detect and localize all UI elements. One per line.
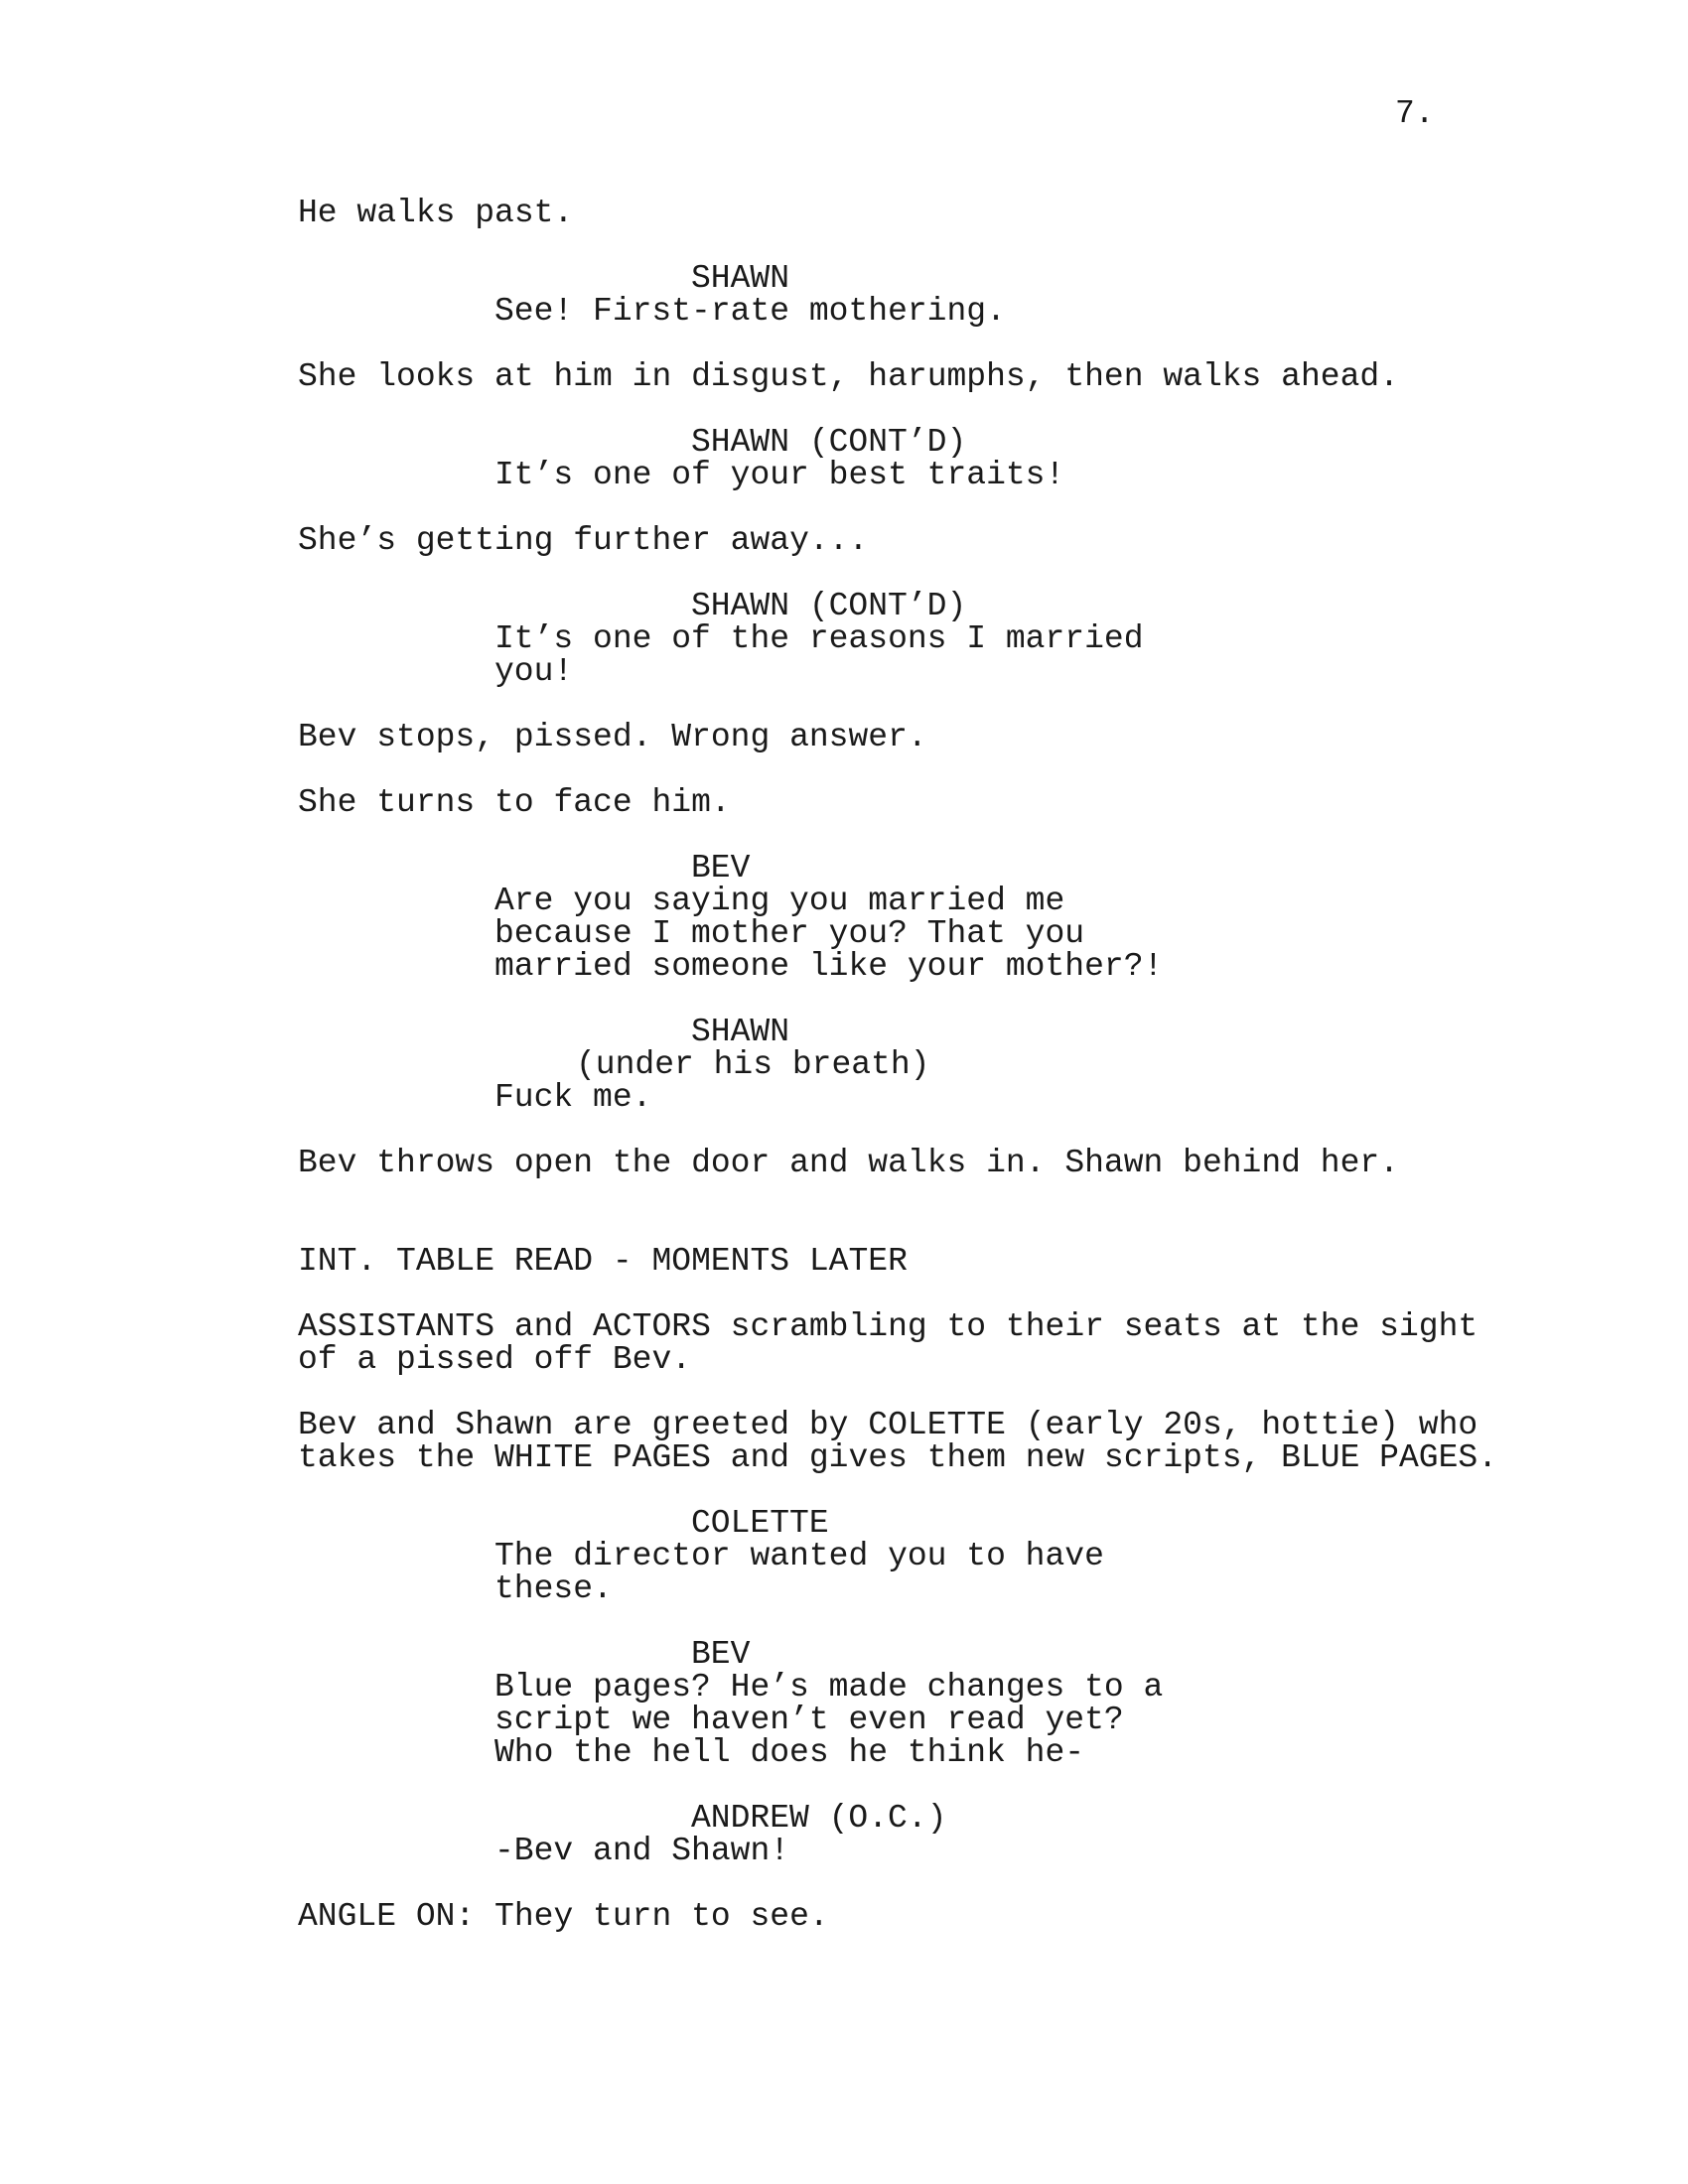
character-cue: ANDREW (O.C.) — [691, 1800, 947, 1837]
action-line: She’s getting further away... — [298, 522, 869, 559]
dialogue-line: Are you saying you married me — [494, 883, 1065, 919]
action-line: He walks past. — [298, 195, 574, 231]
dialogue-line: because I mother you? That you — [494, 915, 1085, 952]
scene-heading: INT. TABLE READ - MOMENTS LATER — [298, 1243, 908, 1280]
dialogue-line: Blue pages? He’s made changes to a — [494, 1669, 1164, 1706]
action-line: of a pissed off Bev. — [298, 1341, 692, 1378]
action-line: Bev and Shawn are greeted by COLETTE (early 20s, hottie) who — [298, 1407, 1478, 1443]
character-cue: SHAWN (CONT’D) — [691, 588, 967, 624]
action-line: She looks at him in disgust, harumphs, then walks ahead. — [298, 358, 1399, 395]
dialogue-line: The director wanted you to have — [494, 1538, 1104, 1574]
dialogue-line: Who the hell does he think he- — [494, 1734, 1085, 1771]
action-line: takes the WHITE PAGES and gives them new scripts, BLUE PAGES. — [298, 1439, 1497, 1476]
action-line: Bev throws open the door and walks in. Shawn behind her. — [298, 1145, 1399, 1181]
character-cue: SHAWN — [691, 260, 790, 297]
parenthetical: (under his breath) — [576, 1046, 930, 1083]
dialogue-line: It’s one of the reasons I married — [494, 620, 1144, 657]
dialogue-line: you! — [494, 653, 574, 690]
character-cue: SHAWN (CONT’D) — [691, 424, 967, 461]
dialogue-line: these. — [494, 1570, 613, 1607]
action-line: ANGLE ON: They turn to see. — [298, 1898, 829, 1935]
action-line: Bev stops, pissed. Wrong answer. — [298, 719, 927, 755]
dialogue-line: -Bev and Shawn! — [494, 1833, 790, 1869]
dialogue-line: Fuck me. — [494, 1079, 652, 1116]
character-cue: BEV — [691, 1636, 751, 1673]
dialogue-line: It’s one of your best traits! — [494, 457, 1065, 493]
action-line: ASSISTANTS and ACTORS scrambling to their seats at the sight — [298, 1308, 1478, 1345]
character-cue: BEV — [691, 850, 751, 887]
dialogue-line: married someone like your mother?! — [494, 948, 1164, 985]
page-number: 7. — [1395, 95, 1435, 132]
character-cue: SHAWN — [691, 1014, 790, 1050]
dialogue-line: See! First-rate mothering. — [494, 293, 1006, 330]
dialogue-line: script we haven’t even read yet? — [494, 1702, 1124, 1738]
action-line: She turns to face him. — [298, 784, 731, 821]
character-cue: COLETTE — [691, 1505, 829, 1542]
